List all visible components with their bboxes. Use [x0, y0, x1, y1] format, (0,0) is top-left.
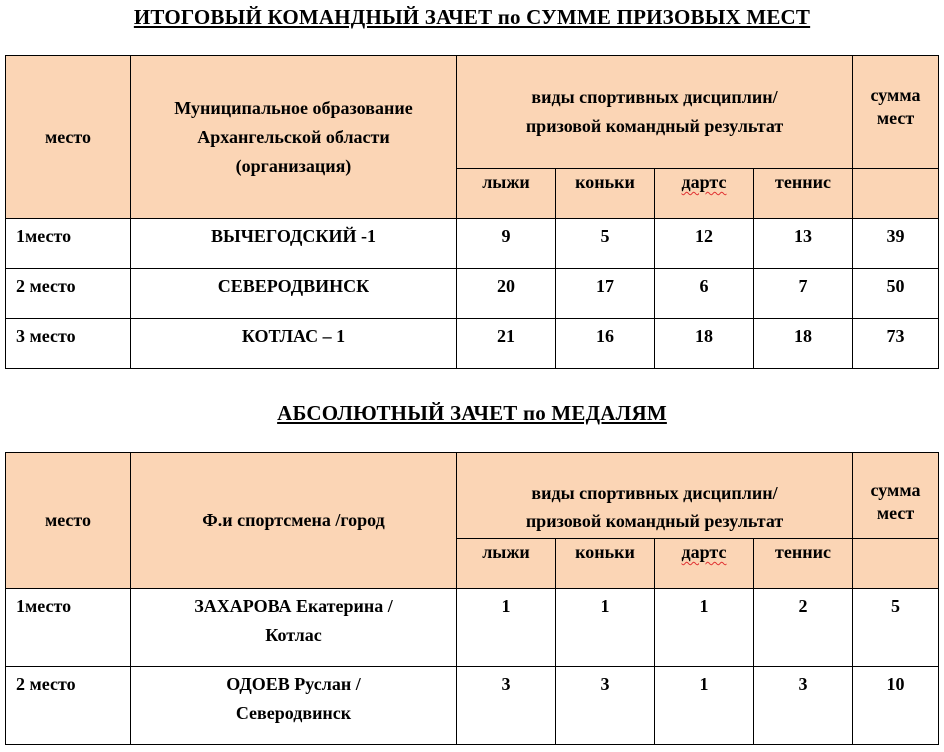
row-skating: 5	[556, 219, 655, 269]
row-name: ЗАХАРОВА Екатерина / Котлас	[131, 589, 457, 667]
row-skiing: 1	[457, 589, 556, 667]
row-skiing: 3	[457, 667, 556, 745]
row-tennis: 18	[754, 319, 853, 369]
row-place: 2 место	[6, 269, 131, 319]
row-place: 3 место	[6, 319, 131, 369]
row-skating: 1	[556, 589, 655, 667]
header-skating: коньки	[556, 539, 655, 589]
header-athlete: Ф.и спортсмена /город	[131, 453, 457, 589]
header-tennis: теннис	[754, 169, 853, 219]
row-tennis: 13	[754, 219, 853, 269]
medal-standings-table	[5, 452, 939, 745]
row-name: ОДОЕВ Руслан / Северодвинск	[131, 667, 457, 745]
table2-title: АБСОЛЮТНЫЙ ЗАЧЕТ по МЕДАЛЯМ	[277, 401, 667, 425]
row-sum: 10	[853, 667, 939, 745]
table-row	[6, 319, 939, 369]
table-row	[6, 219, 939, 269]
row-skiing: 21	[457, 319, 556, 369]
table-row	[6, 667, 939, 745]
row-skating: 16	[556, 319, 655, 369]
header-disciplines: виды спортивных дисциплин/ призовой командный результат	[457, 453, 853, 539]
row-sum: 39	[853, 219, 939, 269]
row-name: ВЫЧЕГОДСКИЙ -1	[131, 219, 457, 269]
row-place: 1место	[6, 589, 131, 667]
header-disciplines: виды спортивных дисциплин/ призовой командный результат	[457, 56, 853, 169]
header-sum-empty	[853, 169, 939, 219]
header-skiing: лыжи	[457, 169, 556, 219]
header-skiing: лыжи	[457, 539, 556, 589]
team-standings-table	[5, 55, 939, 369]
row-darts: 12	[655, 219, 754, 269]
table-row	[6, 589, 939, 667]
row-place: 1место	[6, 219, 131, 269]
header-darts: дартс	[655, 169, 754, 219]
row-skating: 3	[556, 667, 655, 745]
header-sum-empty	[853, 539, 939, 589]
row-sum: 50	[853, 269, 939, 319]
row-sum: 5	[853, 589, 939, 667]
row-skiing: 9	[457, 219, 556, 269]
header-tennis: теннис	[754, 539, 853, 589]
row-name: СЕВЕРОДВИНСК	[131, 269, 457, 319]
row-tennis: 7	[754, 269, 853, 319]
row-tennis: 2	[754, 589, 853, 667]
header-skating: коньки	[556, 169, 655, 219]
row-skating: 17	[556, 269, 655, 319]
header-place: место	[6, 453, 131, 589]
row-darts: 18	[655, 319, 754, 369]
row-name: КОТЛАС – 1	[131, 319, 457, 369]
row-darts: 1	[655, 589, 754, 667]
row-skiing: 20	[457, 269, 556, 319]
row-darts: 6	[655, 269, 754, 319]
table-row	[6, 269, 939, 319]
row-sum: 73	[853, 319, 939, 369]
header-darts: дартс	[655, 539, 754, 589]
header-place: место	[6, 56, 131, 219]
table1-title: ИТОГОВЫЙ КОМАНДНЫЙ ЗАЧЕТ по СУММЕ ПРИЗОВЫХ МЕСТ	[133, 5, 811, 29]
row-tennis: 3	[754, 667, 853, 745]
header-sum: сумма мест	[853, 453, 939, 539]
header-sum: сумма мест	[853, 56, 939, 169]
header-municipality: Муниципальное образование Архангельской области (организация)	[131, 56, 457, 219]
row-place: 2 место	[6, 667, 131, 745]
row-darts: 1	[655, 667, 754, 745]
